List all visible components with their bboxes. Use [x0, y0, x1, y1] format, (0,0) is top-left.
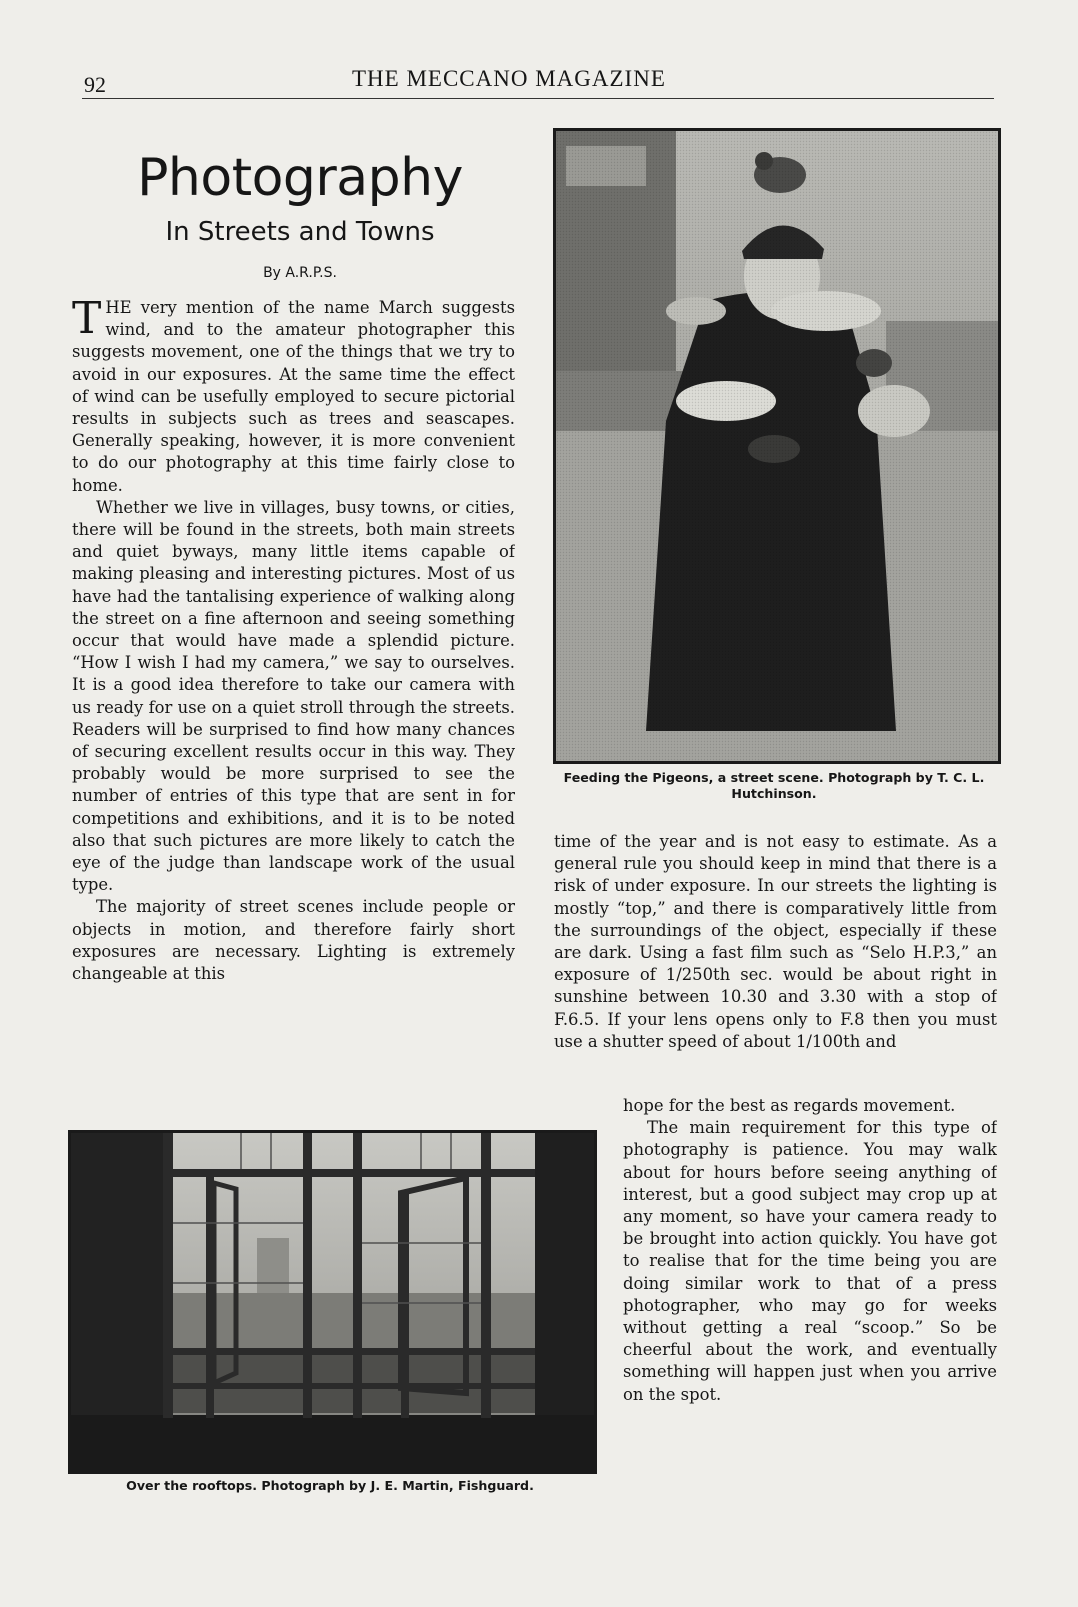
pigeons-photo-image: [556, 131, 998, 761]
photo-feeding-pigeons: [553, 128, 1001, 764]
photo-over-rooftops: [68, 1130, 597, 1474]
drop-cap: T: [72, 297, 102, 344]
left-column: [72, 297, 515, 1107]
paragraph-3-start: The majority of street scenes include people or objects in motion, and therefore fairly short exposures are necessary. Lighting is extremely changeable at this: [72, 897, 515, 984]
article-subtitle: In Streets and Towns: [165, 217, 435, 247]
article-byline: By A.R.P.S.: [263, 265, 337, 281]
header-rule: [82, 98, 994, 99]
caption-over-rooftops: Over the rooftops. Photograph by J. E. Martin, Fishguard.: [126, 1478, 534, 1493]
paragraph-3-continued: time of the year and is not easy to estimate. As a general rule you should keep in mind that there is a risk of under exposure. In our streets the lighting is mostly “top,” and there is comparatively little from the surroundings of the object, especially if these are dark. Using a fast film such as “Selo H.P.3,” an exposure of 1/250th sec. would be about right in sunshine between 10.30 and 3.30 with a stop of F.6.5. If your lens opens only to F.8 then you must use a shutter speed of about 1/100th and: [554, 832, 997, 1051]
caption-feeding-pigeons: Feeding the Pigeons, a street scene. Photograph by T. C. L. Hutchinson.: [563, 770, 985, 801]
page-number: 92: [84, 72, 106, 97]
paragraph-1-text: HE very mention of the name March suggests wind, and to the amateur photographer this suggests movement, one of the things that we try to avoid in our exposures. At the same time the effect of wind can be usefully employed to secure pictorial results in subjects such as trees and seascapes. Generally speaking, however, it is more convenient to do our photography at this time fairly close to home.: [72, 298, 515, 495]
paragraph-4: The main requirement for this type of photography is patience. You may walk about for hours before seeing anything of interest, but a good subject may crop up at any moment, so have your camera ready to be brought into action quickly. You have got to realise that for the time being you are doing similar work to that of a press photographer, who may go for weeks without getting a real “scoop.” So be cheerful about the work, and eventually something will happen just when you arrive on the spot.: [623, 1118, 997, 1404]
magazine-title: THE MECCANO MAGAZINE: [352, 66, 666, 91]
right-column-lower: [623, 1095, 997, 1515]
article-title: Photography: [137, 148, 463, 208]
paragraph-1: [72, 297, 515, 497]
rooftops-photo-image: [71, 1133, 594, 1471]
paragraph-2: Whether we live in villages, busy towns, or cities, there will be found in the streets, both main streets and quiet byways, many little items capable of making pleasing and interesting pictures. Most of us have had the tantalising experience of walking along the street on a fine afternoon and seeing something occur that would have made a splendid picture. “How I wish I had my camera,” we say to ourselves. It is a good idea therefore to take our camera with us ready for use on a quiet stroll through the streets. Readers will be surprised to find how many chances of securing excellent results occur in this way. They probably would be more surprised to see the number of entries of this type that are sent in for competitions and exhibitions, and it is to be noted also that such pictures are more likely to catch the eye of the judge than landscape work of the usual type.: [72, 497, 515, 895]
paragraph-3-end: hope for the best as regards movement.: [623, 1096, 956, 1115]
right-column-upper: [554, 831, 997, 1101]
